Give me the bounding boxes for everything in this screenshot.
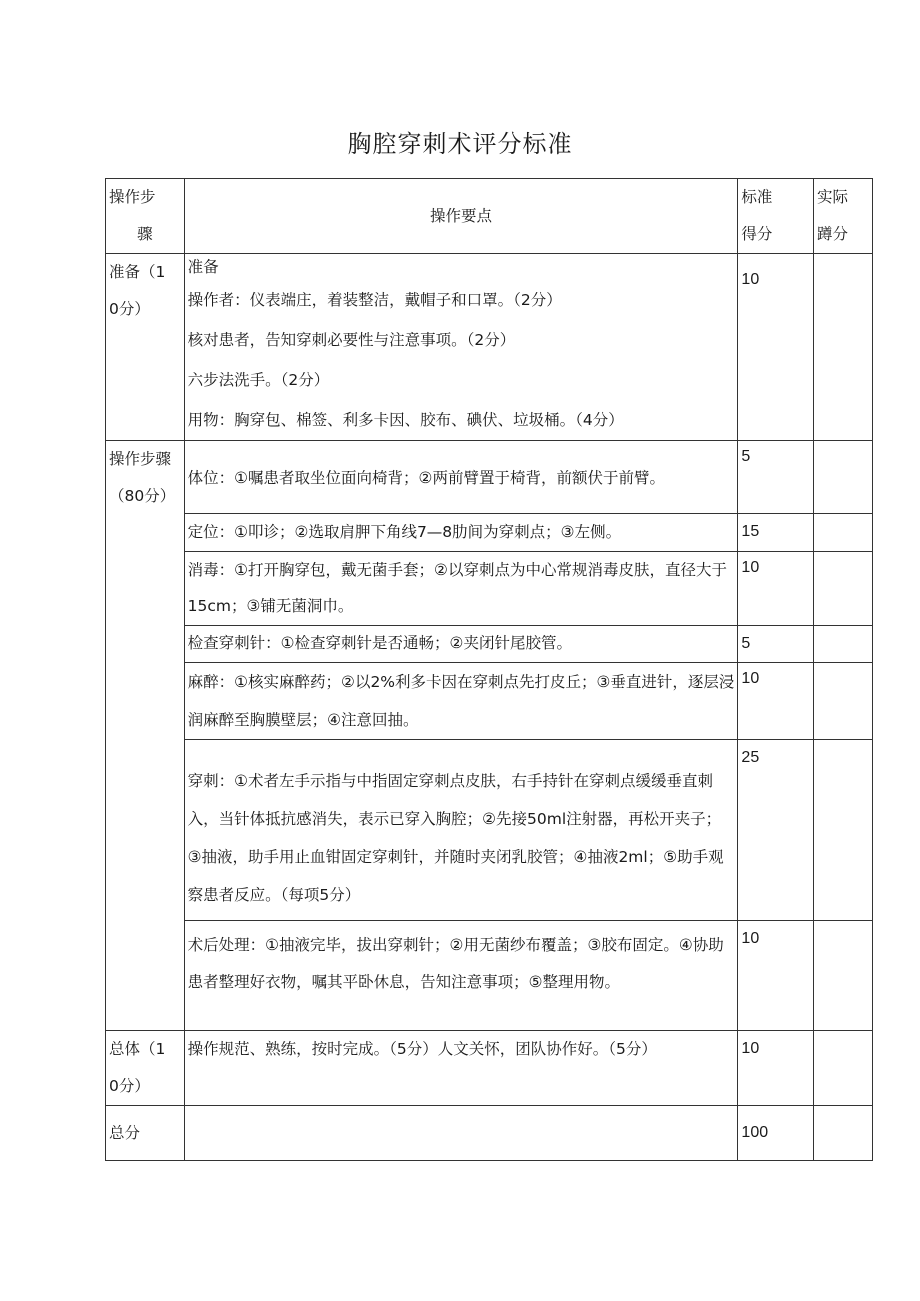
prep-line: 六步法洗手。（2分） bbox=[187, 371, 330, 389]
points-cell-op: 定位：①叩诊；②选取肩胛下角线7—8肋间为穿刺点；③左侧。 bbox=[184, 514, 738, 552]
scoring-table bbox=[105, 178, 873, 1161]
points-cell-op: 穿刺：①术者左手示指与中指固定穿刺点皮肤，右手持针在穿刺点缓缓垂直刺入，当针体抵抗感消失，表示已穿入胸腔；②先接50ml注射器，再松开夹子；③抽液，助手用止血钳固定穿刺针，并随时夹闭乳胶管；④抽液2ml；⑤助手观察患者反应。（每项5分） bbox=[184, 740, 738, 921]
header-step: 操作步 骤 bbox=[106, 179, 185, 254]
table-row-op-5 bbox=[106, 740, 873, 921]
points-cell-overall: 操作规范、熟练，按时完成。（5分）人文关怀，团队协作好。（5分） bbox=[184, 1031, 738, 1106]
table-row-op-2 bbox=[106, 552, 873, 626]
step-cell-prep: 准备（1 0分） bbox=[106, 254, 185, 441]
actual-score-op bbox=[813, 514, 872, 552]
table-row-op-6 bbox=[106, 921, 873, 1031]
header-points: 操作要点 bbox=[184, 179, 738, 254]
prep-line: 操作者：仪表端庄，着装整洁，戴帽子和口罩。（2分） bbox=[187, 291, 562, 309]
points-cell-op: 消毒：①打开胸穿包，戴无菌手套；②以穿刺点为中心常规消毒皮肤，直径大于15cm；③铺无菌洞巾。 bbox=[184, 552, 738, 626]
actual-score-overall bbox=[813, 1031, 872, 1106]
points-cell-prep bbox=[184, 254, 738, 441]
standard-score-op: 10 bbox=[738, 552, 814, 626]
standard-score-op: 25 bbox=[738, 740, 814, 921]
table-row-total bbox=[106, 1106, 873, 1161]
standard-score-op: 5 bbox=[738, 626, 814, 663]
prep-line: 准备 bbox=[187, 258, 219, 276]
step-cell-operation: 操作步骤 （80分） bbox=[106, 441, 185, 1031]
table-row-op-4 bbox=[106, 663, 873, 740]
prep-line: 用物：胸穿包、棉签、利多卡因、胶布、碘伏、垃圾桶。（4分） bbox=[187, 411, 624, 429]
actual-score-total bbox=[813, 1106, 872, 1161]
points-cell-op: 检查穿刺针：①检查穿刺针是否通畅；②夹闭针尾胶管。 bbox=[184, 626, 738, 663]
actual-score-op bbox=[813, 921, 872, 1031]
standard-score-op: 5 bbox=[738, 441, 814, 514]
points-cell-op: 术后处理：①抽液完毕，拔出穿刺针；②用无菌纱布覆盖；③胶布固定。④协助患者整理好衣物，嘱其平卧休息，告知注意事项；⑤整理用物。 bbox=[184, 921, 738, 1031]
table-row-prep bbox=[106, 254, 873, 441]
standard-score-total: 100 bbox=[738, 1106, 814, 1161]
table-row-overall bbox=[106, 1031, 873, 1106]
actual-score-op bbox=[813, 626, 872, 663]
actual-score-prep bbox=[813, 254, 872, 441]
page-title: 胸腔穿刺术评分标准 bbox=[347, 130, 573, 158]
step-cell-overall: 总体（1 0分） bbox=[106, 1031, 185, 1106]
header-actual-score: 实际 蹲分 bbox=[813, 179, 872, 254]
table-row-op-3 bbox=[106, 626, 873, 663]
actual-score-op bbox=[813, 663, 872, 740]
actual-score-op bbox=[813, 441, 872, 514]
header-row bbox=[106, 179, 873, 254]
points-cell-op: 麻醉：①核实麻醉药；②以2%利多卡因在穿刺点先打皮丘；③垂直进针，逐层浸润麻醉至胸膜壁层；④注意回抽。 bbox=[184, 663, 738, 740]
points-cell-op: 体位：①嘱患者取坐位面向椅背；②两前臂置于椅背，前额伏于前臂。 bbox=[184, 441, 738, 514]
points-cell-total bbox=[184, 1106, 738, 1161]
standard-score-overall: 10 bbox=[738, 1031, 814, 1106]
actual-score-op bbox=[813, 552, 872, 626]
header-standard-score: 标准 得分 bbox=[738, 179, 814, 254]
table-row-op-1 bbox=[106, 514, 873, 552]
actual-score-op bbox=[813, 740, 872, 921]
standard-score-op: 15 bbox=[738, 514, 814, 552]
table-row-op-0 bbox=[106, 441, 873, 514]
standard-score-prep: 10 bbox=[738, 254, 814, 441]
step-cell-total: 总分 bbox=[106, 1106, 185, 1161]
standard-score-op: 10 bbox=[738, 921, 814, 1031]
prep-line: 核对患者，告知穿刺必要性与注意事项。（2分） bbox=[187, 331, 516, 349]
standard-score-op: 10 bbox=[738, 663, 814, 740]
